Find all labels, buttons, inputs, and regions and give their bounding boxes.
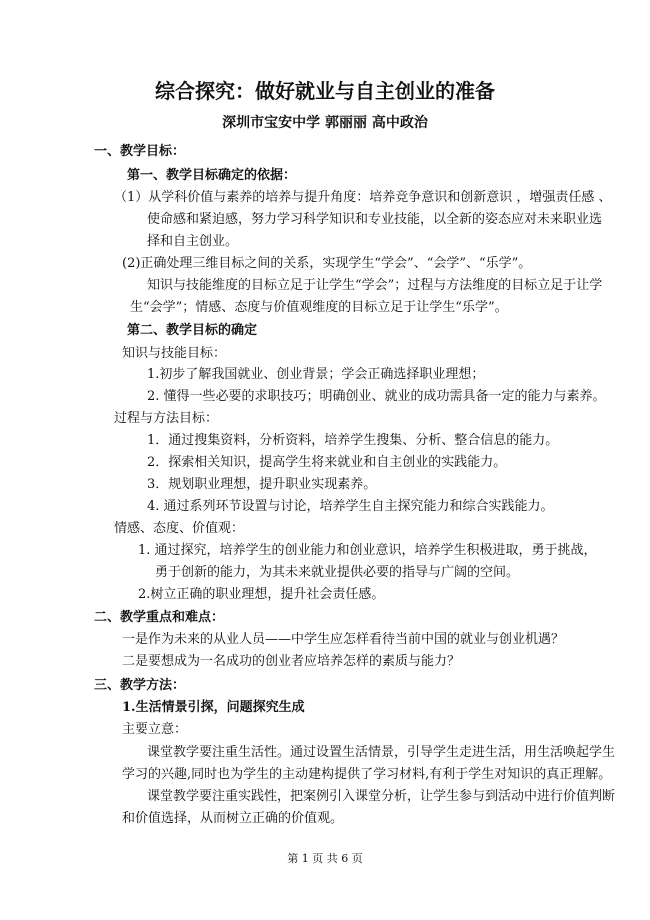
section-1-heading: 一、教学目标： [94, 144, 186, 159]
knowledge-item-2: 2. 懂得一些必要的求职技巧；明确创业、就业的成功需具备一定的能力与素养。 [147, 389, 606, 404]
emotion-item-2: 2.树立正确的职业理想，提升社会责任感。 [138, 587, 385, 602]
page-footer: 第 1 页 共 6 页 [287, 852, 363, 865]
section-3-para-1-line-2: 学习的兴趣,同时也为学生的主动建构提供了学习材料,有利于学生对知识的真正理解。 [122, 767, 612, 782]
section-1-sub2: 第二、教学目标的确定 [127, 323, 258, 338]
method-item-2: 2．探索相关知识，提高学生将来就业和自主创业的实践能力。 [147, 455, 507, 470]
section-2-line-2: 二是要想成为一名成功的创业者应培养怎样的素质与能力？ [122, 654, 461, 669]
section-1-sub1: 第一、教学目标确定的依据： [127, 168, 297, 183]
emotion-item-1-line-2: 勇于创新的能力，为其未来就业提供必要的指导与广阔的空间。 [155, 565, 520, 580]
section-2-line-1: 一是作为未来的从业人员——中学生应怎样看待当前中国的就业与创业机遇？ [122, 632, 565, 647]
method-item-1: 1．通过搜集资料，分析资料，培养学生搜集、分析、整合信息的能力。 [147, 433, 559, 448]
para-2-line-3: 生“会学”；情感、态度与价值观维度的目标立足于让学生“乐学”。 [130, 300, 508, 315]
para-1-line-3: 择和自主创业。 [147, 234, 239, 249]
section-3-heading: 三、教学方法： [94, 678, 186, 693]
para-1-line-1: （1）从学科价值与素养的培养与提升角度：培养竞争意识和创新意识 ，增强责任感 、 [114, 190, 612, 205]
knowledge-item-1: 1.初步了解我国就业、创业背景；学会正确选择职业理想； [147, 367, 485, 382]
section-3-para-2-line-2: 和价值选择，从而树立正确的价值观。 [122, 811, 344, 826]
intent-label: 主要立意： [122, 722, 188, 737]
knowledge-label: 知识与技能目标： [122, 346, 227, 361]
para-2-line-2: 知识与技能维度的目标立足于让学生“学会”；过程与方法维度的目标立足于让学 [147, 278, 603, 293]
method-item-4: 4. 通过系列环节设置与讨论，培养学生自主探究能力和综合实践能力。 [147, 499, 554, 514]
document-title: 综合探究：做好就业与自主创业的准备 [155, 79, 495, 103]
para-1-line-2: 使命感和紧迫感，努力学习科学知识和专业技能，以全新的姿态应对未来职业选 [147, 212, 603, 227]
section-2-heading: 二、教学重点和难点： [94, 610, 225, 625]
emotion-item-1-line-1: 1. 通过探究，培养学生的创业能力和创业意识，培养学生积极进取，勇于挑战， [138, 543, 597, 558]
method-label: 过程与方法目标： [114, 411, 219, 426]
method-item-3: 3．规划职业理想，提升职业实现素养。 [147, 477, 377, 492]
para-2-line-1: (2)正确处理三维目标之间的关系，实现学生“学会”、“会学”、“乐学”。 [122, 256, 532, 271]
section-3-para-1-line-1: 课堂教学要注重生活性。通过设置生活情景，引导学生走进生活，用生活唤起学生 [147, 745, 616, 760]
section-3-para-2-line-1: 课堂教学要注重实践性，把案例引入课堂分析，让学生参与到活动中进行价值判断 [147, 789, 616, 804]
section-3-sub1: 1.生活情景引探，问题探究生成 [122, 700, 305, 715]
author-line: 深圳市宝安中学 郭丽丽 高中政治 [222, 115, 428, 131]
emotion-label: 情感、态度、价值观： [114, 521, 245, 536]
